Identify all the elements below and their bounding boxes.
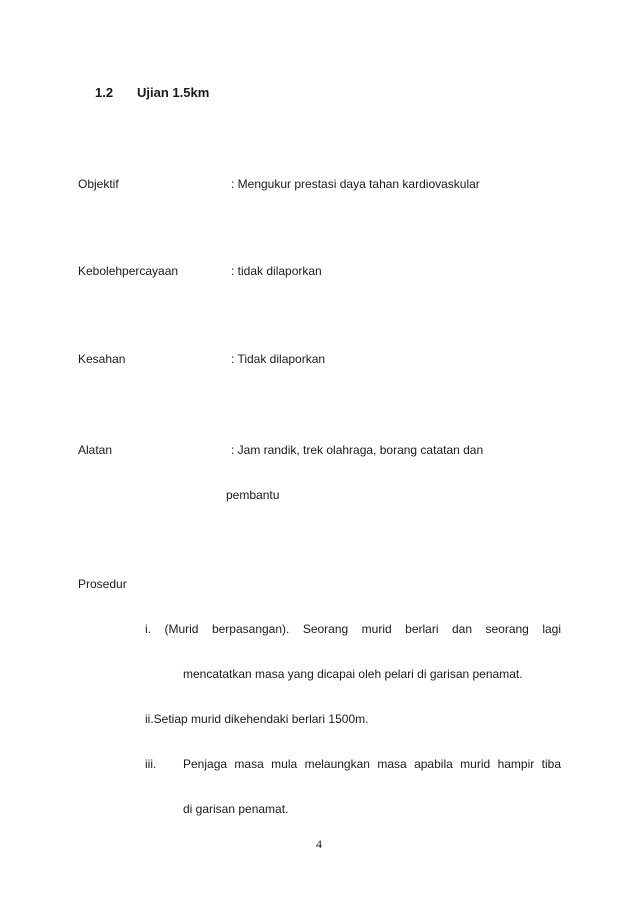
- kesahan-label: Kesahan: [78, 352, 126, 366]
- kebolehpercayaan-value: : tidak dilaporkan: [231, 264, 322, 278]
- prosedur-label: Prosedur: [78, 577, 127, 591]
- procedure-step-2: ii.Setiap murid dikehendaki berlari 1500m.: [145, 712, 369, 726]
- section-title: Ujian 1.5km: [137, 85, 210, 100]
- procedure-step-1-line-2: mencatatkan masa yang dicapai oleh pelari di garisan penamat.: [183, 667, 523, 681]
- section-number: 1.2: [95, 85, 114, 100]
- procedure-step-1-line-1: i. (Murid berpasangan). Seorang murid berlari dan seorang lagi: [145, 622, 561, 636]
- page-number: 4: [316, 837, 322, 851]
- alatan-value-line2: pembantu: [226, 488, 280, 502]
- alatan-label: Alatan: [78, 443, 113, 457]
- objektif-value: : Mengukur prestasi daya tahan kardiovaskular: [231, 177, 480, 191]
- objektif-label: Objektif: [78, 177, 119, 191]
- procedure-step-3-line-1: Penjaga masa mula melaungkan masa apabila murid hampir tiba: [183, 757, 561, 771]
- kesahan-value: : Tidak dilaporkan: [231, 352, 326, 366]
- procedure-step-3-number: iii.: [145, 757, 157, 771]
- kebolehpercayaan-label: Kebolehpercayaan: [78, 264, 179, 278]
- procedure-step-3-line-2: di garisan penamat.: [183, 802, 289, 816]
- alatan-value-line1: : Jam randik, trek olahraga, borang catatan dan: [231, 443, 484, 457]
